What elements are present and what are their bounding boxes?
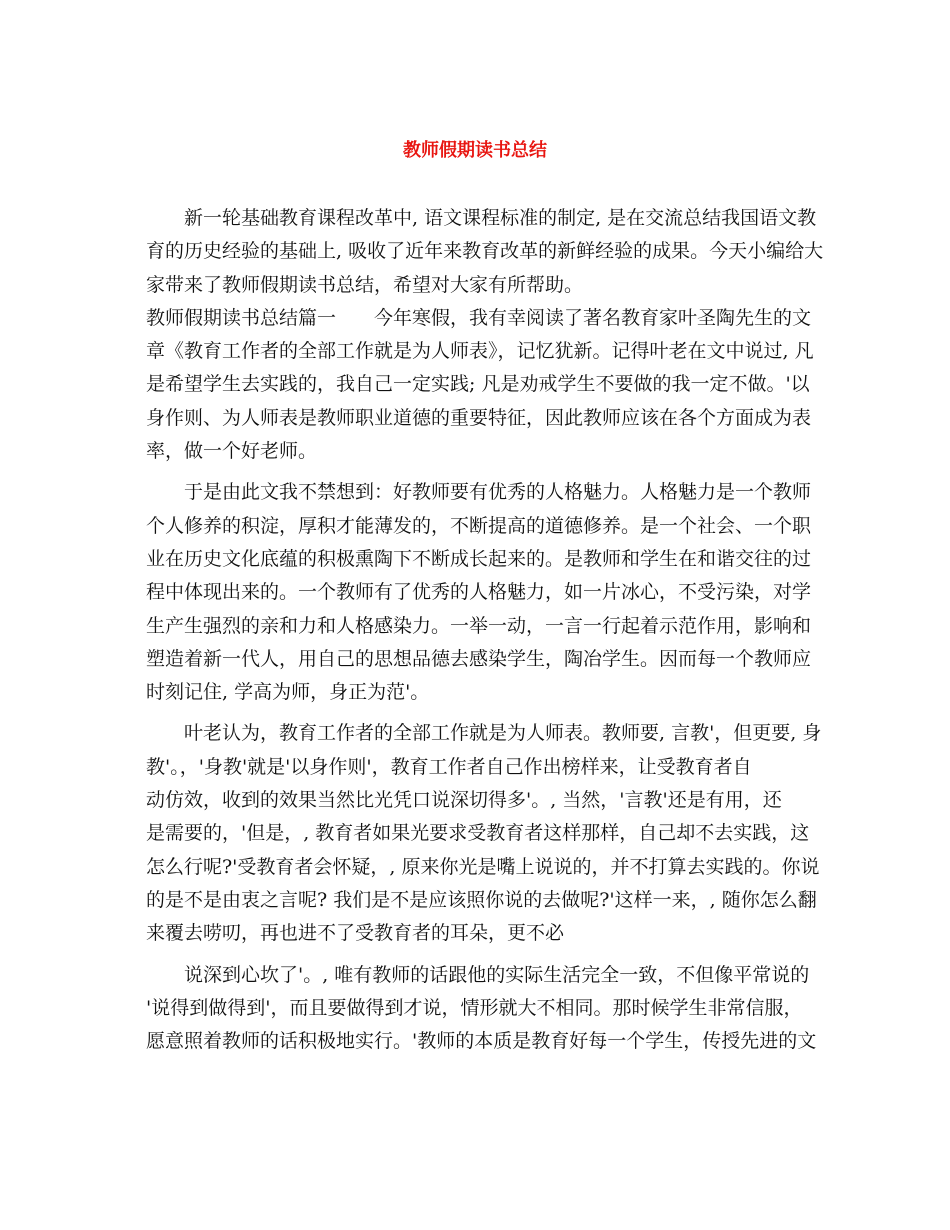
paragraph-line: 率，做一个好老师。: [146, 440, 318, 463]
paragraph-line: 说深到心坎了'。, 唯有教师的话跟他的实际生活完全一致，不但像平常说的: [184, 963, 810, 986]
paragraph-line: 业在历史文化底蕴的积极熏陶下不断成长起来的。是教师和学生在和谐交往的过: [146, 547, 812, 570]
paragraph-line: 是希望学生去实践的，我自己一定实践; 凡是劝戒学生不要做的我一定不做。'以: [146, 373, 810, 396]
paragraph-line: 个人修养的积淀，厚积才能薄发的，不断提高的道德修养。是一个社会、一个职: [146, 514, 812, 537]
paragraph-line: 家带来了教师假期读书总结，希望对大家有所帮助。: [146, 273, 584, 296]
paragraph-line: 愿意照着教师的话积极地实行。'教师的本质是教育好每一个学生，传授先进的文: [146, 1030, 817, 1053]
paragraph-line: 章《教育工作者的全部工作就是为人师表》，记忆犹新。记得叶老在文中说过, 凡: [146, 340, 814, 363]
paragraph-line: 程中体现出来的。一个教师有了优秀的人格魅力，如一片冰心，不受污染，对学: [146, 581, 812, 604]
paragraph-line: 怎么行呢?'受教育者会怀疑，, 原来你光是嘴上说说的，并不打算去实践的。你说: [146, 855, 820, 878]
paragraph-line: 新一轮基础教育课程改革中, 语文课程标准的制定, 是在交流总结我国语文教: [184, 207, 817, 229]
document-title: 教师假期读书总结: [403, 140, 547, 161]
paragraph-line: 教师假期读书总结篇一 今年寒假，我有幸阅读了著名教育家叶圣陶先生的文: [146, 306, 812, 329]
paragraph-line: 来覆去唠叨，再也进不了受教育者的耳朵，更不必: [146, 922, 565, 945]
paragraph-line: 叶老认为，教育工作者的全部工作就是为人师表。教师要, 言教'，但更要, 身: [184, 722, 822, 745]
paragraph-line: 塑造着新一代人，用自己的思想品德去感染学生，陶冶学生。因而每一个教师应: [146, 647, 812, 670]
paragraph-line: 时刻记住, 学高为师，身正为范'。: [146, 681, 430, 704]
paragraph-line: 动仿效，收到的效果当然比光凭口说深切得多'。, 当然，'言教'还是有用，还: [146, 789, 782, 812]
paragraph-line: 于是由此文我不禁想到：好教师要有优秀的人格魅力。人格魅力是一个教师: [184, 481, 812, 504]
paragraph-line: 生产生强烈的亲和力和人格感染力。一举一动，一言一行起着示范作用，影响和: [146, 614, 812, 637]
paragraph-line: 教'。，'身教'就是'以身作则'，教育工作者自己作出榜样来，让受教育者自: [146, 755, 752, 778]
paragraph-line: '说得到做得到'，而且要做得到才说，情形就大不相同。那时候学生非常信服，: [146, 996, 803, 1019]
paragraph-line: 育的历史经验的基础上, 吸收了近年来教育改革的新鲜经验的成果。今天小编给大: [146, 240, 824, 263]
paragraph-line: 是需要的，'但是，, 教育者如果光要求受教育者这样那样，自己却不去实践，这: [146, 822, 810, 845]
paragraph-line: 身作则、为人师表是教师职业道德的重要特征，因此教师应该在各个方面成为表: [146, 406, 812, 429]
document-body: [146, 202, 824, 1058]
paragraph-line: 的是不是由衷之言呢? 我们是不是应该照你说的去做呢?'这样一来，, 随你怎么翻: [146, 888, 817, 911]
